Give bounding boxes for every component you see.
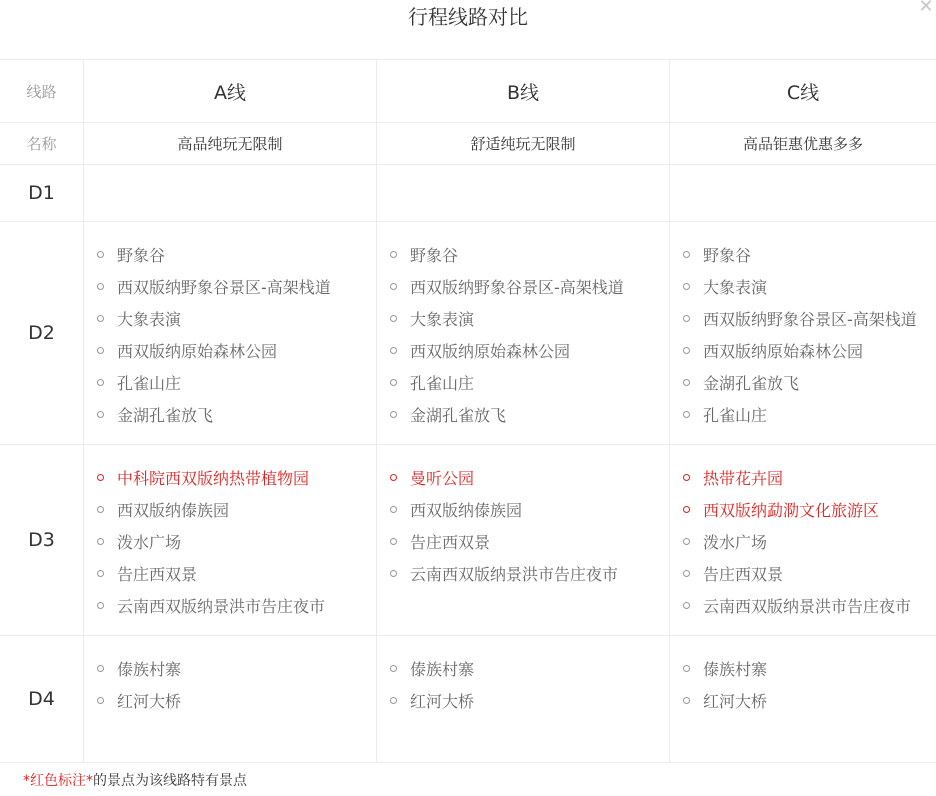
circle-bullet-icon — [97, 283, 104, 290]
spot-name: 红河大桥 — [117, 691, 182, 711]
spot-item — [683, 398, 936, 430]
footnote-text: 的景点为该线路特有景点 — [93, 773, 247, 789]
spot-name: 西双版纳勐泐文化旅游区 — [703, 500, 880, 520]
spot-item — [683, 652, 936, 684]
footnote-highlight: *红色标注* — [23, 773, 93, 789]
spot-list — [377, 636, 669, 716]
line-a-d3-cell — [83, 445, 376, 635]
spot-item — [683, 238, 936, 270]
circle-bullet-icon — [390, 570, 397, 577]
spot-list — [84, 636, 376, 716]
spot-name: 孔雀山庄 — [117, 373, 182, 393]
spot-item — [683, 270, 936, 302]
spot-item — [97, 525, 376, 557]
circle-bullet-icon — [390, 506, 397, 513]
spot-name: 热带花卉园 — [703, 468, 784, 488]
spot-list — [670, 222, 936, 430]
spot-name: 金湖孔雀放飞 — [703, 373, 800, 393]
line-a-d2-cell — [83, 222, 376, 444]
day-row-d1 — [0, 165, 936, 222]
spot-list — [84, 445, 376, 621]
circle-bullet-icon — [97, 538, 104, 545]
spot-item — [390, 366, 669, 398]
spot-item — [97, 366, 376, 398]
spot-name: 西双版纳原始森林公园 — [703, 341, 864, 361]
line-a-d1-cell — [83, 165, 376, 221]
line-c-d2-cell — [669, 222, 936, 444]
circle-bullet-icon — [390, 538, 397, 545]
circle-bullet-icon — [390, 347, 397, 354]
circle-bullet-icon — [683, 347, 690, 354]
spot-name: 大象表演 — [117, 309, 182, 329]
circle-bullet-icon — [390, 283, 397, 290]
line-header-row — [0, 60, 936, 123]
spot-name: 红河大桥 — [703, 691, 768, 711]
spot-name: 红河大桥 — [410, 691, 475, 711]
special-spot-item — [97, 461, 376, 493]
day-label: D3 — [28, 529, 55, 551]
circle-bullet-icon — [683, 665, 690, 672]
circle-bullet-icon — [97, 697, 104, 704]
spot-item — [683, 525, 936, 557]
spot-name: 告庄西双景 — [117, 564, 198, 584]
spot-name: 泼水广场 — [117, 532, 182, 552]
spot-name: 傣族村寨 — [410, 659, 475, 679]
spot-name: 西双版纳傣族园 — [410, 500, 523, 520]
spot-name: 云南西双版纳景洪市告庄夜市 — [117, 596, 326, 616]
line-b-d2-cell — [376, 222, 669, 444]
circle-bullet-icon — [97, 570, 104, 577]
spot-item — [97, 493, 376, 525]
spot-item — [97, 334, 376, 366]
spot-name: 中科院西双版纳热带植物园 — [117, 468, 310, 488]
spot-name: 曼听公园 — [410, 468, 475, 488]
circle-bullet-icon — [683, 570, 690, 577]
spot-item — [97, 270, 376, 302]
spot-name: 孔雀山庄 — [703, 405, 768, 425]
circle-bullet-icon — [390, 251, 397, 258]
spot-name: 金湖孔雀放飞 — [410, 405, 507, 425]
close-icon[interactable]: ✕ — [918, 0, 934, 17]
spot-item — [97, 238, 376, 270]
spot-list — [377, 445, 669, 589]
dialog-title: 行程线路对比 — [408, 5, 528, 29]
spot-item — [97, 398, 376, 430]
spot-name: 泼水广场 — [703, 532, 768, 552]
name-header-row — [0, 123, 936, 165]
spot-item — [683, 589, 936, 621]
spot-name: 傣族村寨 — [703, 659, 768, 679]
route-comparison-table — [0, 60, 936, 763]
spot-item — [390, 334, 669, 366]
circle-bullet-icon — [683, 602, 690, 609]
circle-bullet-icon — [97, 315, 104, 322]
day-label: D1 — [28, 182, 55, 204]
spot-name: 大象表演 — [410, 309, 475, 329]
spot-list — [84, 222, 376, 430]
special-spot-item — [683, 461, 936, 493]
spot-list — [377, 222, 669, 430]
circle-bullet-icon — [97, 411, 104, 418]
circle-bullet-icon — [390, 697, 397, 704]
circle-bullet-icon — [683, 411, 690, 418]
spot-item — [97, 302, 376, 334]
line-label: 线路 — [26, 82, 57, 101]
spot-item — [390, 525, 669, 557]
day-row-d2 — [0, 222, 936, 445]
spot-name: 金湖孔雀放飞 — [117, 405, 214, 425]
circle-bullet-icon — [97, 347, 104, 354]
spot-item — [390, 270, 669, 302]
circle-bullet-icon — [97, 665, 104, 672]
spot-name: 西双版纳原始森林公园 — [117, 341, 278, 361]
circle-bullet-icon — [683, 379, 690, 386]
spot-item — [390, 302, 669, 334]
line-b-d3-cell — [376, 445, 669, 635]
day-label: D2 — [28, 322, 55, 344]
line-a-name: A线 — [214, 81, 246, 104]
circle-bullet-icon — [683, 506, 690, 513]
line-b-d4-cell — [376, 636, 669, 762]
line-b-desc: 舒适纯玩无限制 — [470, 135, 576, 153]
spot-item — [97, 652, 376, 684]
spot-name: 野象谷 — [703, 245, 752, 265]
circle-bullet-icon — [683, 474, 690, 481]
spot-name: 孔雀山庄 — [410, 373, 475, 393]
circle-bullet-icon — [390, 379, 397, 386]
spot-item — [683, 684, 936, 716]
circle-bullet-icon — [390, 315, 397, 322]
line-a-d4-cell — [83, 636, 376, 762]
line-a-desc: 高品纯玩无限制 — [177, 135, 283, 153]
footnote — [23, 771, 247, 791]
special-spot-item — [390, 461, 669, 493]
spot-item — [390, 238, 669, 270]
line-c-name: C线 — [786, 81, 820, 104]
circle-bullet-icon — [683, 538, 690, 545]
spot-item — [390, 398, 669, 430]
circle-bullet-icon — [683, 697, 690, 704]
spot-list — [670, 636, 936, 716]
line-c-d1-cell — [669, 165, 936, 221]
line-b-name: B线 — [506, 81, 540, 104]
circle-bullet-icon — [97, 379, 104, 386]
spot-item — [683, 366, 936, 398]
spot-name: 西双版纳傣族园 — [117, 500, 230, 520]
spot-name: 傣族村寨 — [117, 659, 182, 679]
spot-name: 大象表演 — [703, 277, 768, 297]
day-row-d3 — [0, 445, 936, 636]
spot-name: 野象谷 — [410, 245, 459, 265]
circle-bullet-icon — [683, 251, 690, 258]
circle-bullet-icon — [97, 474, 104, 481]
line-c-d4-cell — [669, 636, 936, 762]
line-c-desc: 高品钜惠优惠多多 — [742, 135, 863, 153]
name-label: 名称 — [26, 135, 57, 153]
spot-name: 云南西双版纳景洪市告庄夜市 — [410, 564, 619, 584]
circle-bullet-icon — [390, 474, 397, 481]
spot-item — [390, 557, 669, 589]
spot-item — [683, 302, 936, 334]
spot-list — [670, 445, 936, 621]
spot-item — [683, 334, 936, 366]
spot-name: 云南西双版纳景洪市告庄夜市 — [703, 596, 912, 616]
spot-item — [390, 684, 669, 716]
spot-name: 西双版纳野象谷景区-高架栈道 — [117, 277, 331, 297]
spot-name: 西双版纳原始森林公园 — [410, 341, 571, 361]
day-label: D4 — [28, 688, 55, 710]
circle-bullet-icon — [683, 283, 690, 290]
day-row-d4 — [0, 636, 936, 763]
spot-item — [97, 684, 376, 716]
spot-item — [390, 493, 669, 525]
spot-name: 西双版纳野象谷景区-高架栈道 — [410, 277, 624, 297]
circle-bullet-icon — [390, 411, 397, 418]
spot-name: 西双版纳野象谷景区-高架栈道 — [703, 309, 917, 329]
spot-item — [683, 557, 936, 589]
spot-item — [97, 557, 376, 589]
spot-item — [390, 652, 669, 684]
special-spot-item — [683, 493, 936, 525]
spot-name: 告庄西双景 — [410, 532, 491, 552]
circle-bullet-icon — [97, 506, 104, 513]
line-b-d1-cell — [376, 165, 669, 221]
circle-bullet-icon — [390, 665, 397, 672]
line-c-d3-cell — [669, 445, 936, 635]
spot-name: 野象谷 — [117, 245, 166, 265]
spot-name: 告庄西双景 — [703, 564, 784, 584]
circle-bullet-icon — [97, 602, 104, 609]
circle-bullet-icon — [97, 251, 104, 258]
circle-bullet-icon — [683, 315, 690, 322]
spot-item — [97, 589, 376, 621]
